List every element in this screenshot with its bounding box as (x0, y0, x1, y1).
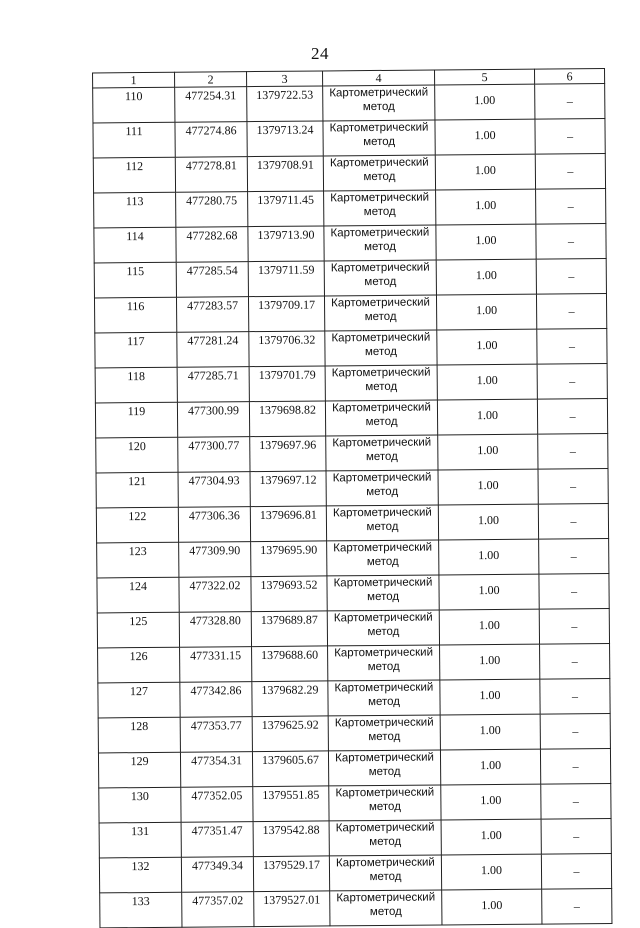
accuracy-cell: 1.00 (435, 84, 535, 120)
coordinate-y-cell: 1379625.92 (252, 716, 328, 752)
header-col-5: 5 (435, 69, 535, 85)
note-cell: – (537, 363, 607, 399)
method-line-1: Картометрический (335, 786, 435, 800)
method-line-1: Картометрический (333, 611, 433, 625)
table-row (98, 643, 610, 682)
method-cell (325, 400, 437, 436)
note-cell: – (535, 118, 605, 154)
method-cell (327, 540, 439, 576)
table-row (98, 678, 610, 717)
coordinate-x-cell: 477352.05 (181, 787, 253, 823)
method-line-1: Картометрический (332, 506, 432, 520)
header-col-2: 2 (175, 72, 247, 88)
header-col-3: 3 (247, 71, 323, 87)
table-row (95, 363, 607, 402)
point-number-cell: 115 (94, 262, 176, 298)
point-number-cell: 110 (93, 87, 175, 123)
point-number-cell: 132 (99, 857, 181, 893)
coordinate-y-cell: 1379693.52 (251, 576, 327, 612)
coordinate-x-cell: 477285.71 (177, 367, 249, 403)
coordinate-x-cell: 477274.86 (175, 122, 247, 158)
method-cell (328, 680, 440, 716)
method-line-2: метод (369, 870, 402, 884)
table-row (93, 118, 605, 157)
method-line-2: метод (366, 485, 399, 499)
coordinate-x-cell: 477322.02 (179, 577, 251, 613)
note-cell: – (538, 433, 608, 469)
coordinate-y-cell: 1379697.96 (250, 436, 326, 472)
method-line-2: метод (368, 800, 401, 814)
coordinate-y-cell: 1379706.32 (249, 331, 325, 367)
method-line-1: Картометрический (332, 401, 431, 415)
accuracy-cell: 1.00 (439, 574, 539, 610)
method-line-1: Картометрический (335, 751, 434, 765)
method-line-2: метод (365, 380, 398, 394)
method-line-2: метод (369, 835, 402, 849)
coordinate-x-cell: 477304.93 (178, 472, 250, 508)
coordinate-x-cell: 477353.77 (180, 717, 252, 753)
table-row (100, 888, 612, 927)
method-cell (328, 645, 440, 681)
method-line-1: Картометрический (329, 86, 429, 100)
accuracy-cell: 1.00 (436, 189, 536, 225)
method-line-1: Картометрический (330, 191, 430, 205)
coordinate-y-cell: 1379697.12 (250, 471, 326, 507)
method-line-1: Картометрический (332, 436, 432, 450)
point-number-cell: 117 (95, 332, 177, 368)
method-line-1: Картометрический (335, 856, 435, 870)
method-line-1: Картометрический (331, 296, 430, 310)
method-line-2: метод (367, 590, 400, 604)
note-cell: – (536, 223, 606, 259)
note-cell: – (538, 503, 608, 539)
coordinate-x-cell: 477281.24 (177, 332, 249, 368)
table-row (98, 748, 610, 787)
method-cell (323, 120, 435, 156)
point-number-cell: 130 (99, 787, 181, 823)
accuracy-cell: 1.00 (441, 784, 541, 820)
point-number-cell: 133 (100, 892, 182, 928)
accuracy-cell: 1.00 (438, 469, 538, 505)
table-row (97, 573, 609, 612)
point-number-cell: 131 (99, 822, 181, 858)
method-line-2: метод (368, 765, 401, 779)
table-row (96, 433, 608, 472)
coordinate-x-cell: 477280.75 (176, 192, 248, 228)
method-line-2: метод (364, 275, 397, 289)
coordinate-y-cell: 1379709.17 (248, 296, 324, 332)
coordinate-y-cell: 1379689.87 (251, 611, 327, 647)
method-cell (324, 190, 436, 226)
method-cell (329, 820, 441, 856)
point-number-cell: 118 (95, 367, 177, 403)
method-line-2: метод (367, 625, 400, 639)
coordinate-y-cell: 1379527.01 (254, 891, 330, 927)
point-number-cell: 125 (97, 612, 179, 648)
header-col-1: 1 (93, 72, 175, 88)
accuracy-cell: 1.00 (435, 119, 535, 155)
point-number-cell: 119 (95, 402, 177, 438)
coordinate-y-cell: 1379701.79 (249, 366, 325, 402)
method-cell (326, 435, 438, 471)
method-line-2: метод (367, 660, 400, 674)
coordinate-x-cell: 477342.86 (180, 682, 252, 718)
coordinate-y-cell: 1379542.88 (253, 821, 329, 857)
point-number-cell: 111 (93, 122, 175, 158)
coordinate-x-cell: 477282.68 (176, 227, 248, 263)
note-cell: – (535, 83, 605, 119)
method-line-2: метод (366, 555, 399, 569)
accuracy-cell: 1.00 (440, 644, 540, 680)
method-line-1: Картометрический (332, 471, 432, 485)
note-cell: – (536, 258, 606, 294)
note-cell: – (539, 608, 609, 644)
coordinate-x-cell: 477351.47 (181, 822, 253, 858)
point-number-cell: 116 (94, 297, 176, 333)
coordinates-table (92, 68, 612, 928)
coordinate-x-cell: 477349.34 (181, 857, 253, 893)
method-line-1: Картометрический (333, 576, 433, 590)
method-line-1: Картометрический (336, 891, 436, 905)
note-cell: – (537, 398, 607, 434)
accuracy-cell: 1.00 (437, 364, 537, 400)
point-number-cell: 123 (97, 542, 179, 578)
accuracy-cell: 1.00 (438, 434, 538, 470)
point-number-cell: 114 (94, 227, 176, 263)
coordinate-y-cell: 1379695.90 (251, 541, 327, 577)
method-line-1: Картометрический (333, 541, 433, 555)
method-line-2: метод (363, 170, 396, 184)
table-row (97, 608, 609, 647)
coordinate-y-cell: 1379698.82 (249, 401, 325, 437)
accuracy-cell: 1.00 (440, 679, 540, 715)
accuracy-cell: 1.00 (441, 854, 541, 890)
note-cell: – (541, 783, 611, 819)
method-line-2: метод (368, 730, 401, 744)
method-cell (328, 715, 440, 751)
method-cell (328, 750, 440, 786)
coordinate-x-cell: 477331.15 (180, 647, 252, 683)
method-line-2: метод (363, 135, 396, 149)
accuracy-cell: 1.00 (437, 329, 537, 365)
document-sheet (92, 68, 611, 928)
note-cell: – (541, 818, 611, 854)
point-number-cell: 121 (96, 472, 178, 508)
note-cell: – (539, 538, 609, 574)
table-row (94, 188, 606, 227)
method-cell (324, 260, 436, 296)
table-row (99, 818, 611, 857)
note-cell: – (542, 888, 612, 924)
accuracy-cell: 1.00 (436, 294, 536, 330)
accuracy-cell: 1.00 (437, 399, 537, 435)
coordinate-x-cell: 477357.02 (182, 892, 254, 928)
method-line-2: метод (369, 905, 402, 919)
point-number-cell: 127 (98, 682, 180, 718)
coordinate-y-cell: 1379682.29 (252, 681, 328, 717)
table-row (95, 328, 607, 367)
accuracy-cell: 1.00 (435, 154, 535, 190)
coordinate-x-cell: 477283.57 (176, 297, 248, 333)
method-line-1: Картометрический (334, 681, 434, 695)
method-cell (327, 610, 439, 646)
header-col-6: 6 (535, 68, 605, 84)
point-number-cell: 112 (93, 157, 175, 193)
method-line-1: Картометрический (334, 716, 434, 730)
method-cell (323, 155, 435, 191)
method-line-2: метод (363, 205, 396, 219)
coordinate-y-cell: 1379722.53 (247, 86, 323, 122)
accuracy-cell: 1.00 (438, 504, 538, 540)
point-number-cell: 122 (96, 507, 178, 543)
method-line-2: метод (368, 695, 401, 709)
point-number-cell: 124 (97, 577, 179, 613)
method-cell (329, 785, 441, 821)
note-cell: – (540, 748, 610, 784)
point-number-cell: 129 (98, 752, 180, 788)
coordinate-x-cell: 477285.54 (176, 262, 248, 298)
note-cell: – (538, 468, 608, 504)
note-cell: – (536, 188, 606, 224)
method-line-2: метод (366, 520, 399, 534)
coordinate-y-cell: 1379713.90 (248, 226, 324, 262)
coordinate-y-cell: 1379708.91 (247, 156, 323, 192)
note-cell: – (540, 713, 610, 749)
coordinate-x-cell: 477328.80 (179, 612, 251, 648)
header-col-4: 4 (323, 70, 435, 86)
method-cell (326, 505, 438, 541)
coordinate-x-cell: 477254.31 (175, 87, 247, 123)
method-line-2: метод (362, 100, 395, 114)
note-cell: – (539, 573, 609, 609)
note-cell: – (536, 293, 606, 329)
coordinate-x-cell: 477354.31 (180, 752, 252, 788)
method-line-2: метод (364, 310, 397, 324)
method-line-2: метод (365, 450, 398, 464)
coordinate-x-cell: 477306.36 (178, 507, 250, 543)
table-row (94, 258, 606, 297)
method-cell (325, 365, 437, 401)
note-cell: – (540, 643, 610, 679)
coordinate-y-cell: 1379713.24 (247, 121, 323, 157)
accuracy-cell: 1.00 (436, 224, 536, 260)
method-line-1: Картометрический (330, 226, 430, 240)
coordinate-y-cell: 1379688.60 (252, 646, 328, 682)
method-cell (324, 225, 436, 261)
coordinate-y-cell: 1379605.67 (252, 751, 328, 787)
method-line-1: Картометрический (331, 366, 431, 380)
coordinate-y-cell: 1379696.81 (250, 506, 326, 542)
coordinate-y-cell: 1379529.17 (253, 856, 329, 892)
method-line-1: Картометрический (335, 821, 435, 835)
note-cell: – (537, 328, 607, 364)
table-row (99, 783, 611, 822)
point-number-cell: 120 (96, 437, 178, 473)
accuracy-cell: 1.00 (442, 889, 542, 925)
coordinate-y-cell: 1379711.45 (248, 191, 324, 227)
note-cell: – (541, 853, 611, 889)
point-number-cell: 126 (98, 647, 180, 683)
accuracy-cell: 1.00 (440, 749, 540, 785)
coordinate-x-cell: 477300.77 (178, 437, 250, 473)
table-row (96, 468, 608, 507)
accuracy-cell: 1.00 (441, 819, 541, 855)
method-line-2: метод (364, 240, 397, 254)
point-number-cell: 128 (98, 717, 180, 753)
method-line-1: Картометрический (334, 646, 434, 660)
method-line-1: Картометрический (330, 261, 430, 275)
note-cell: – (540, 678, 610, 714)
table-body (93, 68, 612, 927)
table-row (99, 853, 611, 892)
table-row (98, 713, 610, 752)
table-row (94, 293, 606, 332)
method-cell (325, 330, 437, 366)
method-line-1: Картометрический (331, 331, 431, 345)
coordinate-x-cell: 477309.90 (179, 542, 251, 578)
table-row (93, 153, 605, 192)
point-number-cell: 113 (94, 192, 176, 228)
method-line-2: метод (365, 415, 398, 429)
method-cell (327, 575, 439, 611)
method-line-1: Картометрический (329, 156, 429, 170)
accuracy-cell: 1.00 (439, 609, 539, 645)
method-cell (326, 470, 438, 506)
accuracy-cell: 1.00 (439, 539, 539, 575)
coordinate-y-cell: 1379711.59 (248, 261, 324, 297)
method-cell (323, 85, 435, 121)
table-row (97, 538, 609, 577)
note-cell: – (535, 153, 605, 189)
accuracy-cell: 1.00 (436, 259, 536, 295)
table-row (94, 223, 606, 262)
coordinate-x-cell: 477300.99 (177, 402, 249, 438)
table-row (93, 83, 605, 122)
method-line-2: метод (364, 345, 397, 359)
accuracy-cell: 1.00 (440, 714, 540, 750)
page-number: 24 (311, 44, 329, 63)
method-cell (330, 890, 442, 926)
coordinate-x-cell: 477278.81 (175, 157, 247, 193)
table-row (95, 398, 607, 437)
method-cell (324, 295, 436, 331)
coordinate-y-cell: 1379551.85 (253, 786, 329, 822)
method-line-1: Картометрический (329, 121, 429, 135)
method-cell (329, 855, 441, 891)
table-row (96, 503, 608, 542)
